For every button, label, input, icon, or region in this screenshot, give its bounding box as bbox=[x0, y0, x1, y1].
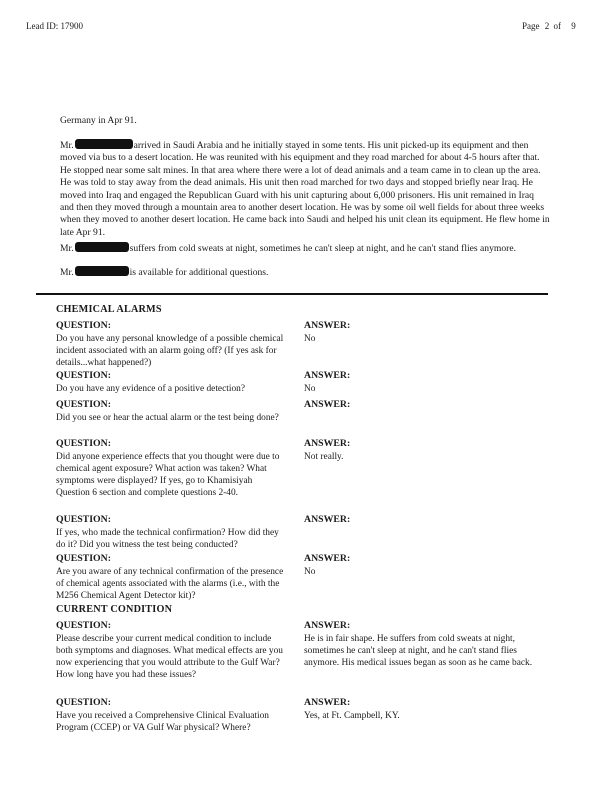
question-label: QUESTION: bbox=[56, 438, 111, 449]
question-label: QUESTION: bbox=[56, 514, 111, 525]
section-heading-current-condition: CURRENT CONDITION bbox=[56, 604, 173, 615]
question-text: If yes, who made the technical confirmation? How did they do it? Did you witness the test being conducted? bbox=[56, 528, 279, 550]
answer-text: No bbox=[304, 334, 316, 344]
answer-label: ANSWER: bbox=[304, 399, 351, 410]
answer-text: Not really. bbox=[304, 452, 344, 462]
intro-line: Germany in Apr 91. bbox=[60, 115, 137, 126]
question-label: QUESTION: bbox=[56, 399, 111, 410]
page-label: Page bbox=[522, 21, 540, 31]
redaction-block bbox=[75, 139, 133, 149]
honorific: Mr. bbox=[60, 267, 74, 278]
question-text: Have you received a Comprehensive Clinical Evaluation Program (CCEP) or VA Gulf War physical? Where? bbox=[56, 711, 269, 733]
page-indicator bbox=[522, 21, 576, 31]
question-label: QUESTION: bbox=[56, 620, 111, 631]
narrative-paragraph-2 bbox=[60, 242, 550, 255]
page-total: 9 bbox=[571, 21, 576, 31]
page-number: 2 bbox=[544, 21, 550, 31]
narrative-paragraph-1 bbox=[60, 139, 550, 239]
answer-text: No bbox=[304, 567, 316, 577]
section-heading-chemical-alarms: CHEMICAL ALARMS bbox=[56, 304, 162, 315]
answer-label: ANSWER: bbox=[304, 514, 351, 525]
question-text: Do you have any evidence of a positive detection? bbox=[56, 384, 245, 394]
question-text: Did you see or hear the actual alarm or the test being done? bbox=[56, 413, 279, 423]
lead-id: Lead ID: 17900 bbox=[26, 21, 83, 31]
question-label: QUESTION: bbox=[56, 553, 111, 564]
redaction-block bbox=[75, 266, 129, 276]
answer-text: No bbox=[304, 384, 316, 394]
question-label: QUESTION: bbox=[56, 697, 111, 708]
answer-label: ANSWER: bbox=[304, 553, 351, 564]
paragraph-text: suffers from cold sweats at night, sometimes he can't sleep at night, and he can't stand flies anymore. bbox=[129, 243, 517, 254]
paragraph-text: is available for additional questions. bbox=[129, 267, 269, 278]
answer-label: ANSWER: bbox=[304, 697, 351, 708]
question-text: Did anyone experience effects that you thought were due to chemical agent exposure? What action was taken? What symptoms were displayed? If yes, go to Khamisiyah Question 6 section and complete questions 2-40. bbox=[56, 452, 280, 498]
answer-label: ANSWER: bbox=[304, 620, 351, 631]
page-of: of bbox=[553, 21, 561, 31]
question-label: QUESTION: bbox=[56, 320, 111, 331]
question-text: Are you aware of any technical confirmation of the presence of chemical agents associated with the alarms (i.e., with the M256 Chemical Agent Detector kit)? bbox=[56, 567, 284, 601]
question-label: QUESTION: bbox=[56, 370, 111, 381]
answer-text: Yes, at Ft. Campbell, KY. bbox=[304, 711, 400, 721]
answer-label: ANSWER: bbox=[304, 320, 351, 331]
honorific: Mr. bbox=[60, 140, 74, 151]
question-text: Please describe your current medical condition to include both symptoms and diagnoses. What medical effects are you now experiencing that you would attribute to the Gulf War? How long have you had these issues? bbox=[56, 634, 283, 680]
paragraph-text: arrived in Saudi Arabia and he initially stayed in some tents. His unit picked-up its equipment and then moved via bus to a desert location. He was reunited with his equipment and they road marched for about 4-5 hours after that. He stopped near some salt mines. In that area where there were a lot of dead animals and a team came in to clean up the area. He was told to stay away from the dead animals. His unit then road marched for two days and stopped briefly near Iraq. He moved into Iraq and engaged the Republican Guard with his unit capturing about 6,000 prisoners. His unit remained in Iraq and then they moved through a mountain area to another desert location. He was by some oil well fields for about three weeks when they moved to another desert location. He came back into Saudi and helped his unit clean its equipment. He flew home in late Apr 91. bbox=[60, 140, 550, 238]
narrative-paragraph-3 bbox=[60, 266, 550, 279]
question-text: Do you have any personal knowledge of a possible chemical incident associated with an alarm going off? (If yes ask for details...what happened?) bbox=[56, 334, 284, 368]
honorific: Mr. bbox=[60, 243, 74, 254]
answer-text: He is in fair shape. He suffers from cold sweats at night, sometimes he can't sleep at night, and he can't stand flies anymore. His medical issues began as soon as he came back. bbox=[304, 634, 533, 668]
section-divider bbox=[36, 293, 548, 295]
answer-label: ANSWER: bbox=[304, 438, 351, 449]
redaction-block bbox=[75, 242, 129, 252]
answer-label: ANSWER: bbox=[304, 370, 351, 381]
